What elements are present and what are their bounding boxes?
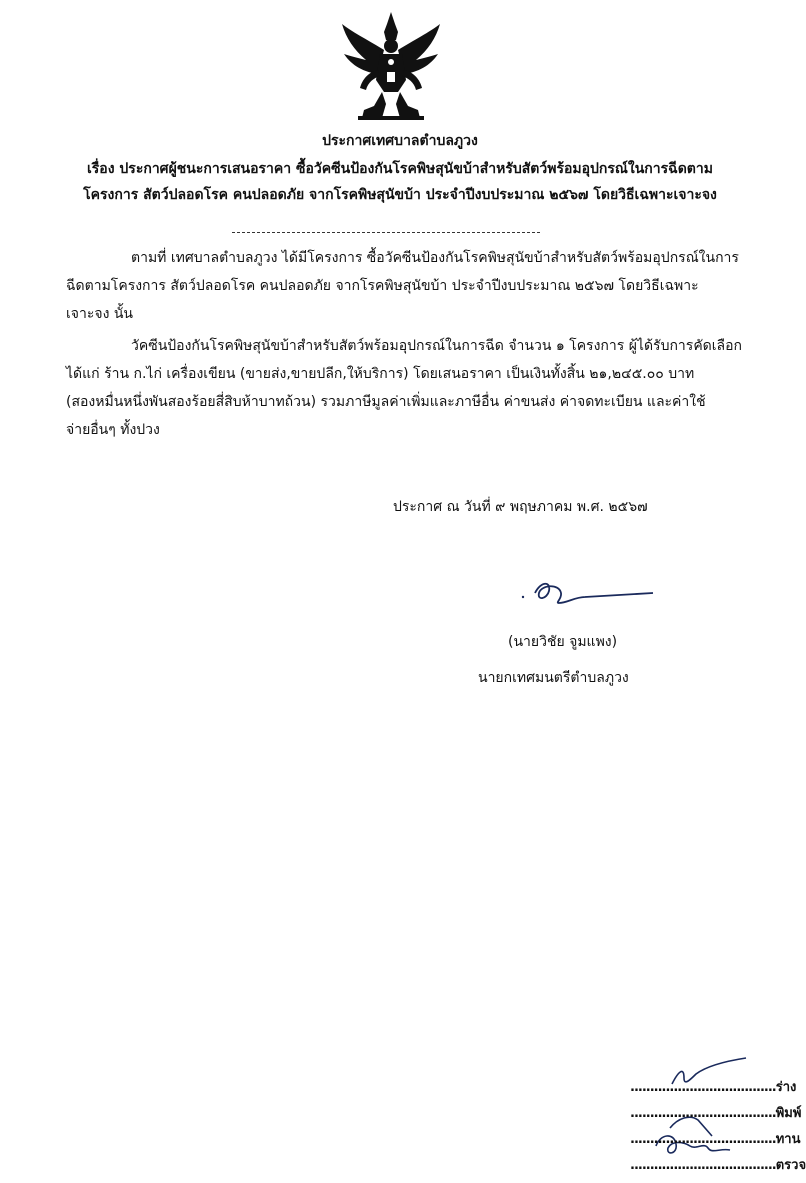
footer-check-row	[630, 1128, 801, 1149]
footer-draft-row	[630, 1076, 796, 1097]
paragraph-1-line-1: ตามที่ เทศบาลตำบลภูวง ได้มีโครงการ ซื้อวัคซีนป้องกันโรคพิษสุนัขบ้าสำหรับสัตว์พร้อมอุปกรณ์ในการ	[131, 250, 739, 266]
subject-line-1: เรื่อง ประกาศผู้ชนะการเสนอราคา ซื้อวัคซีนป้องกันโรคพิษสุนัขบ้าสำหรับสัตว์พร้อมอุปกรณ์ในการฉีดตาม	[87, 161, 713, 177]
footer-print-label: พิมพ์	[775, 1106, 802, 1121]
paragraph-2-line-3: (สองหมื่นหนึ่งพันสองร้อยสี่สิบห้าบาทถ้วน) รวมภาษีมูลค่าเพิ่มและภาษีอื่น ค่าขนส่ง ค่าจดทะเบียน และค่าใช้	[66, 394, 706, 410]
divider-line	[232, 232, 540, 233]
footer-print-row	[630, 1102, 801, 1123]
subject-line-2: โครงการ สัตว์ปลอดโรค คนปลอดภัย จากโรคพิษสุนัขบ้า ประจำปีงบประมาณ ๒๕๖๗ โดยวิธีเฉพาะเจาะจง	[83, 187, 717, 203]
paragraph-2-line-1: วัคซีนป้องกันโรคพิษสุนัขบ้าสำหรับสัตว์พร้อมอุปกรณ์ในการฉีด จำนวน ๑ โครงการ ผู้ได้รับการคัดเลือก	[131, 338, 743, 354]
footer-dots: .....................................	[630, 1158, 776, 1173]
footer-dots: .....................................	[630, 1132, 776, 1147]
announce-date: ประกาศ ณ วันที่ ๙ พฤษภาคม พ.ศ. ๒๕๖๗	[393, 499, 648, 515]
paragraph-2-line-4: จ่ายอื่นๆ ทั้งปวง	[66, 422, 160, 438]
footer-check-label: ทาน	[775, 1132, 801, 1147]
signature-mark	[515, 575, 655, 615]
garuda-emblem-icon	[338, 10, 444, 122]
footer-dots: .....................................	[630, 1106, 776, 1121]
footer-verify-row	[630, 1154, 806, 1175]
paragraph-2-line-2: ได้แก่ ร้าน ก.ไก่ เครื่องเขียน (ขายส่ง,ขายปลีก,ให้บริการ) โดยเสนอราคา เป็นเงินทั้งสิ้น ๒๑,๒๔๕.๐๐ บาท	[66, 366, 695, 382]
paragraph-1-line-2: ฉีดตามโครงการ สัตว์ปลอดโรค คนปลอดภัย จากโรคพิษสุนัขบ้า ประจำปีงบประมาณ ๒๕๖๗ โดยวิธีเฉพาะ	[66, 278, 699, 294]
announcement-title: ประกาศเทศบาลตำบลภูวง	[322, 133, 478, 149]
signer-name: (นายวิชัย จูมแพง)	[508, 634, 618, 650]
paragraph-1-line-3: เจาะจง นั้น	[66, 306, 133, 322]
signer-position: นายกเทศมนตรีตำบลภูวง	[478, 670, 629, 686]
footer-draft-label: ร่าง	[775, 1080, 797, 1095]
footer-verify-label: ตรวจ	[775, 1158, 806, 1173]
footer-dots: .....................................	[630, 1080, 776, 1095]
